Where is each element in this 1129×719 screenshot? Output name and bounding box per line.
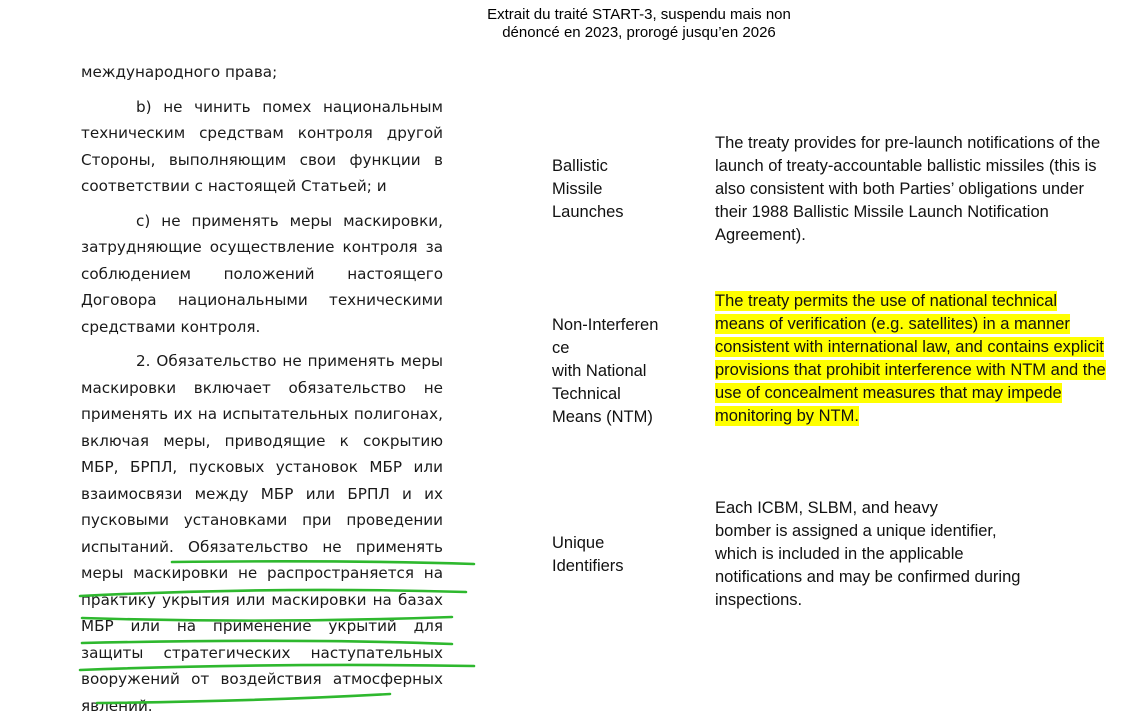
treaty-clause-b: b) не чинить помех национальным техническим средствам контроля другой Стороны, выполняющим свои функции в соответствии с настоящей Статьей; и [81,97,443,195]
row-label-ballistic-launches: Ballistic Missile Launches [552,157,624,221]
row-text-ballistic-launches: The treaty provides for pre-launch notifications of the launch of treaty-accountable ballistic missiles (this is also consistent with both Parties’ obligations under their 1988 Ballistic Missile Launch Notification Agreement). [715,134,1101,244]
document-caption [470,6,808,42]
highlighted-text: The treaty permits the use of national technical means of verification (e.g. satellites) in a manner consistent with international law, and contains explicit provisions that prohibit interference with NTM and the use of concealment measures that may impede monitoring by NTM. [715,292,1106,425]
caption-line-2: dénoncé en 2023, prorogé jusqu’en 2026 [502,24,776,41]
russian-treaty-excerpt [81,59,443,719]
row-label-ntm: Non-Interferen ce with National Technical Means (NTM) [552,316,659,426]
treaty-paragraph-continuation: международного права; [81,63,278,81]
caption-line-1: Extrait du traité START-3, suspendu mais non [487,6,791,23]
row-text-unique-identifiers: Each ICBM, SLBM, and heavy bomber is assigned a unique identifier, which is included in the applicable notifications and may be confirmed during inspections. [715,499,1021,609]
treaty-clause-2: 2. Обязательство не применять меры маскировки включает обязательство не применять их на испытательных полигонах, включая меры, приводящие к сокрытию МБР, БРПЛ, пусковых установок МБР или взаимосвязи между МБР или БРПЛ и их пусковыми установками при проведении испытаний. Обязательство не применять меры маскировки не распространяется на практику укрытия или маскировки на базах МБР или на применение укрытий для защиты стратегических наступательных вооружений от воздействия атмосферных явлений. [81,352,443,715]
treaty-clause-c: c) не применять меры маскировки, затрудняющие осуществление контроля за соблюдением положений настоящего Договора национальными техническими средствами контроля. [81,211,443,336]
row-text-ntm-highlighted [715,290,1110,428]
row-label-unique-identifiers: Unique Identifiers [552,534,624,575]
